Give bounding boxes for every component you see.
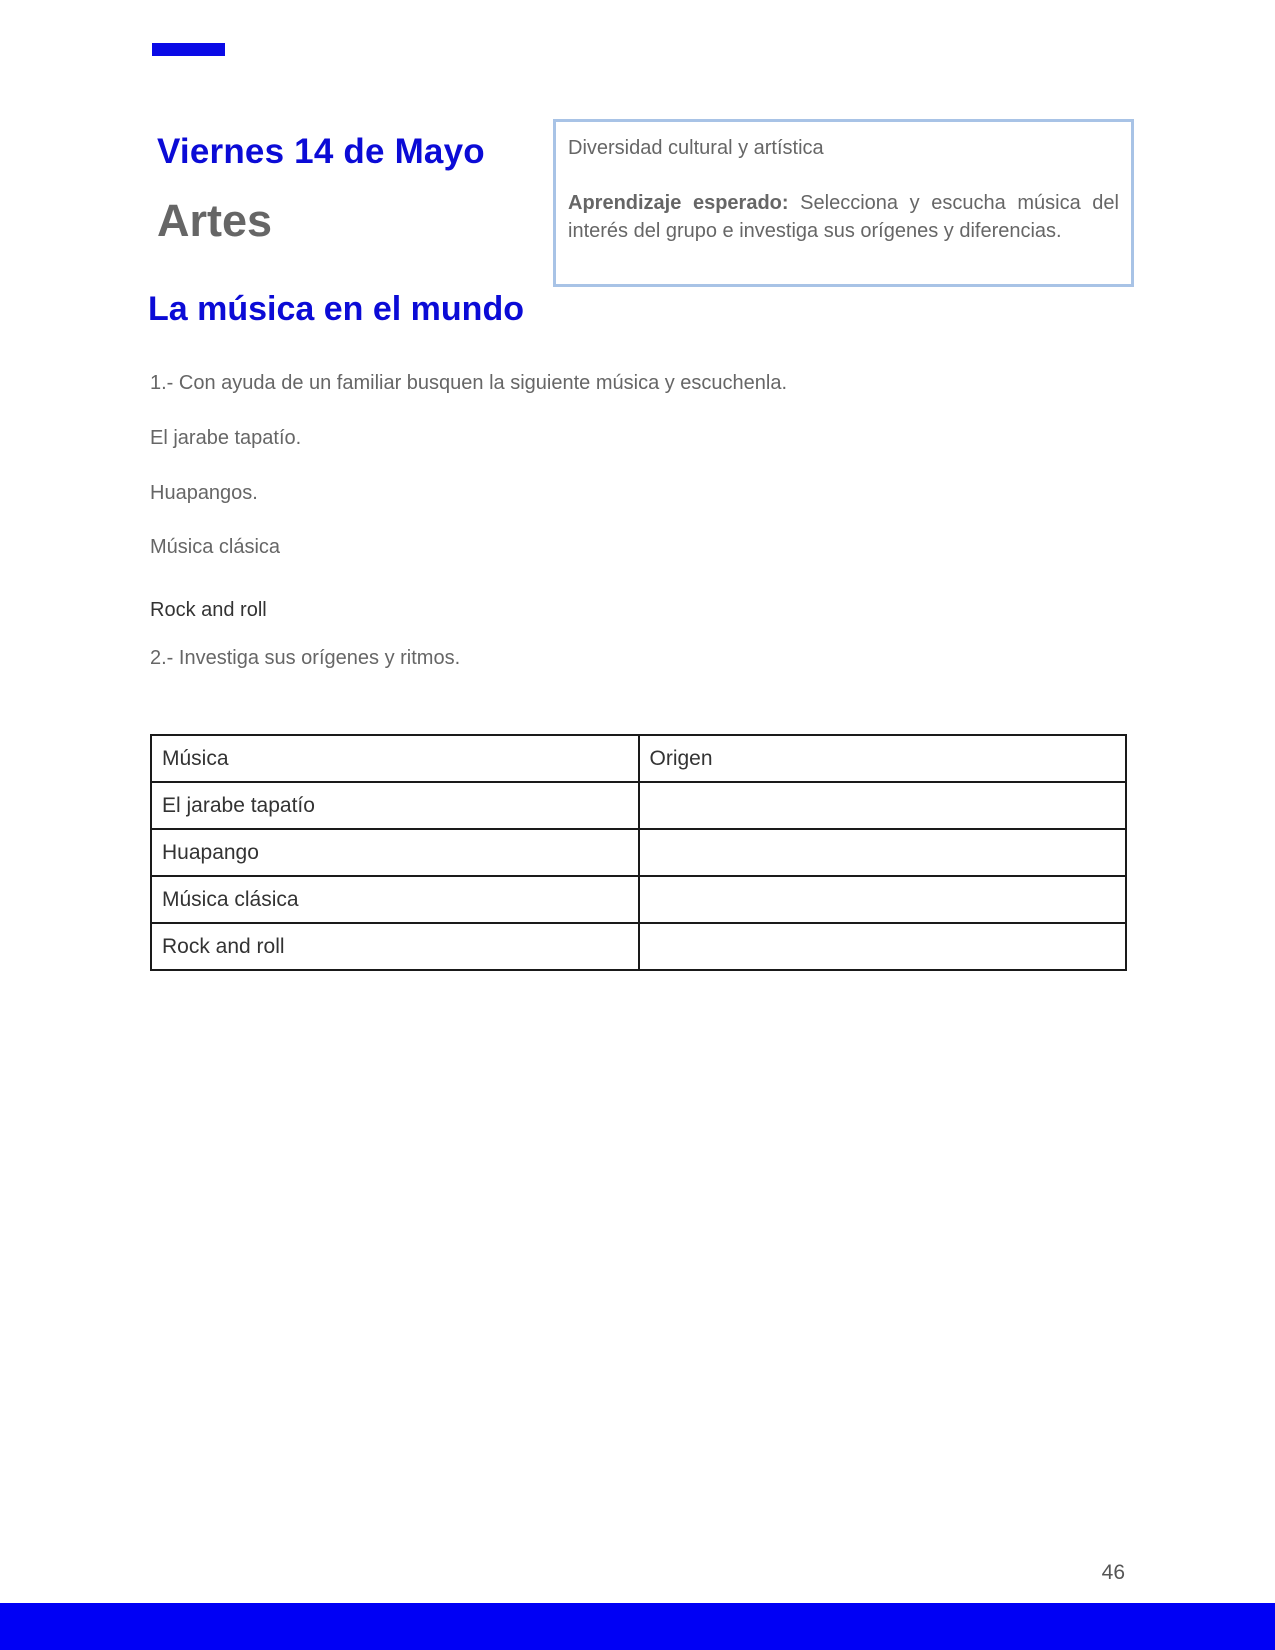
learning-text: Selecciona y escucha música del interés del grupo e investiga sus orígenes y diferencias. [568,192,1119,242]
origin-cell[interactable] [639,923,1127,970]
music-origin-table [150,734,1127,971]
music-cell: El jarabe tapatío [151,782,639,829]
music-list-item: Huapangos. [150,482,258,504]
footer-bar [0,1603,1275,1650]
music-cell: Música clásica [151,876,639,923]
date-title: Viernes 14 de Mayo [157,132,485,171]
origin-cell[interactable] [639,829,1127,876]
learning-paragraph [568,189,1119,245]
origin-cell[interactable] [639,876,1127,923]
learning-label: Aprendizaje esperado: [568,192,789,214]
top-accent-bar [152,43,225,56]
learning-info-box [553,119,1134,287]
music-cell: Huapango [151,829,639,876]
table-header-row [151,735,1126,782]
subject-title: Artes [157,195,273,246]
page-number: 46 [1101,1561,1125,1584]
section-title: La música en el mundo [148,290,524,328]
table-row [151,829,1126,876]
origin-cell[interactable] [639,782,1127,829]
header-music: Música [151,735,639,782]
music-list-item: Música clásica [150,536,281,558]
instruction-step-2: 2.- Investiga sus orígenes y ritmos. [150,647,461,669]
theme-text: Diversidad cultural y artística [568,137,824,159]
music-list-item: Rock and roll [150,599,267,621]
table-row [151,876,1126,923]
music-list-item: El jarabe tapatío. [150,427,302,449]
header-origin: Origen [639,735,1127,782]
music-cell: Rock and roll [151,923,639,970]
instruction-step-1: 1.- Con ayuda de un familiar busquen la siguiente música y escuchenla. [150,372,788,394]
table-row [151,782,1126,829]
table-row [151,923,1126,970]
